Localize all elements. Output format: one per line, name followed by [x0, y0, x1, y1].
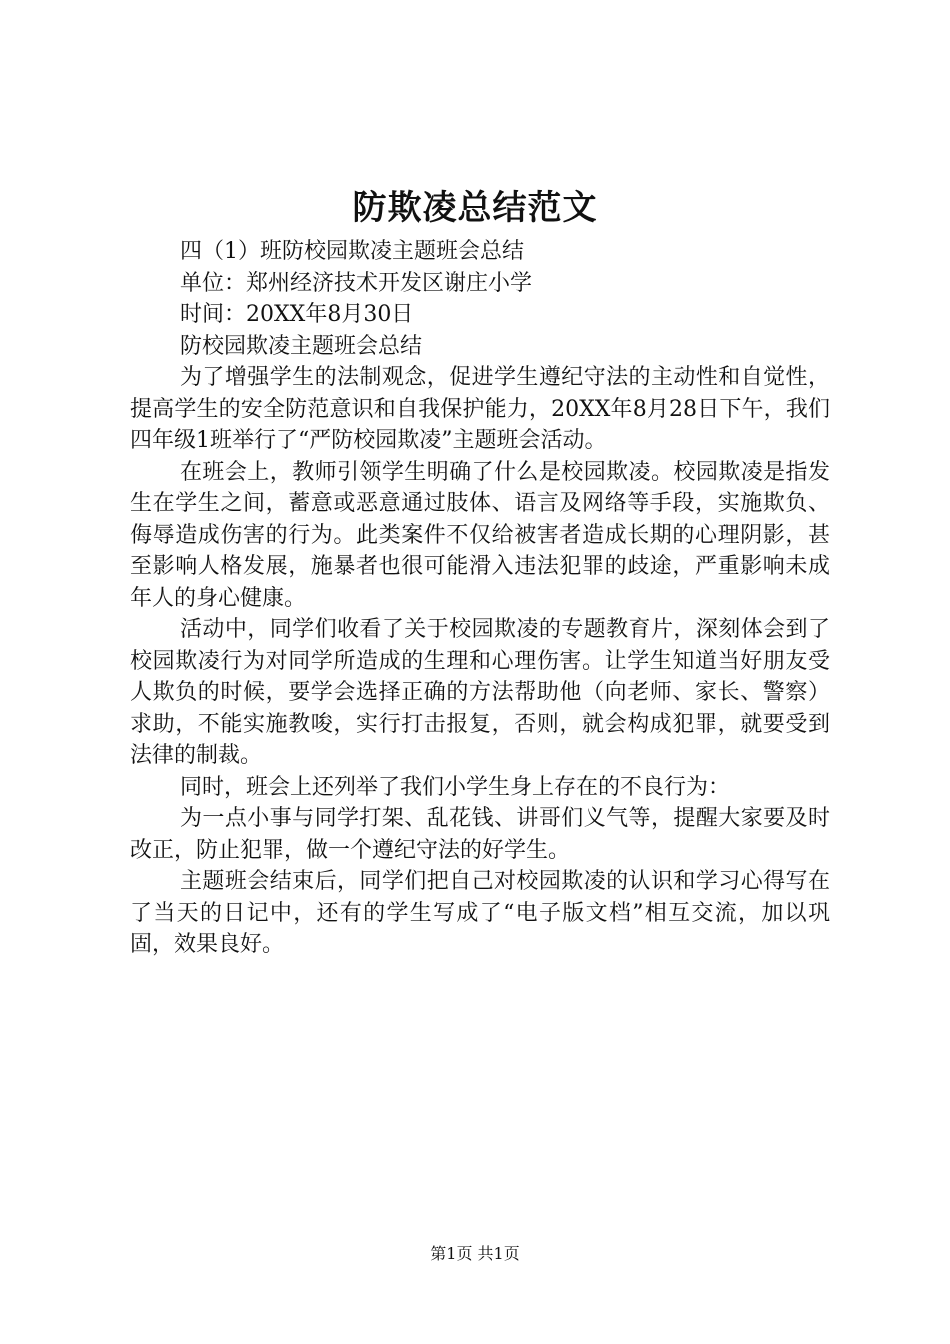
paragraph: 在班会上，教师引领学生明确了什么是校园欺凌。校园欺凌是指发生在学生之间，蓄意或恶意通过肢体、语言及网络等手段，实施欺负、侮辱造成伤害的行为。此类案件不仅给被害者造成长期的心理阴影，甚至影响人格发展，施暴者也很可能滑入违法犯罪的歧途，严重影响未成年人的身心健康。 — [130, 459, 830, 611]
paragraph: 为了增强学生的法制观念，促进学生遵纪守法的主动性和自觉性，提高学生的安全防范意识和自我保护能力，20XX年8月28日下午，我们四年级1班举行了“严防校园欺凌”主题班会活动。 — [130, 365, 830, 453]
meta-subtitle: 防校园欺凌主题班会总结 — [180, 333, 423, 359]
meta-class-title: 四（1）班防校园欺凌主题班会总结 — [180, 239, 524, 264]
paragraph: 主题班会结束后，同学们把自己对校园欺凌的认识和学习心得写在了当天的日记中，还有的学生写成了“电子版文档”相互交流，加以巩固，效果良好。 — [130, 869, 830, 957]
meta-unit: 单位：郑州经济技术开发区谢庄小学 — [180, 270, 533, 296]
meta-date: 时间：20XX年8月30日 — [180, 302, 414, 327]
page-footer: 第1页 共1页 — [430, 1244, 520, 1263]
paragraph: 同时，班会上还列举了我们小学生身上存在的不良行为： — [180, 774, 731, 800]
document-body — [130, 236, 830, 961]
paragraph: 为一点小事与同学打架、乱花钱、讲哥们义气等，提醒大家要及时改正，防止犯罪，做一个遵纪守法的好学生。 — [130, 806, 830, 863]
document-title: 防欺凌总结范文 — [352, 188, 598, 228]
paragraph: 活动中，同学们收看了关于校园欺凌的专题教育片，深刻体会到了校园欺凌行为对同学所造成的生理和心理伤害。让学生知道当好朋友受人欺负的时候，要学会选择正确的方法帮助他（向老师、家长、警察）求助，不能实施教唆，实行打击报复，否则，就会构成犯罪，就要受到法律的制裁。 — [130, 617, 830, 768]
